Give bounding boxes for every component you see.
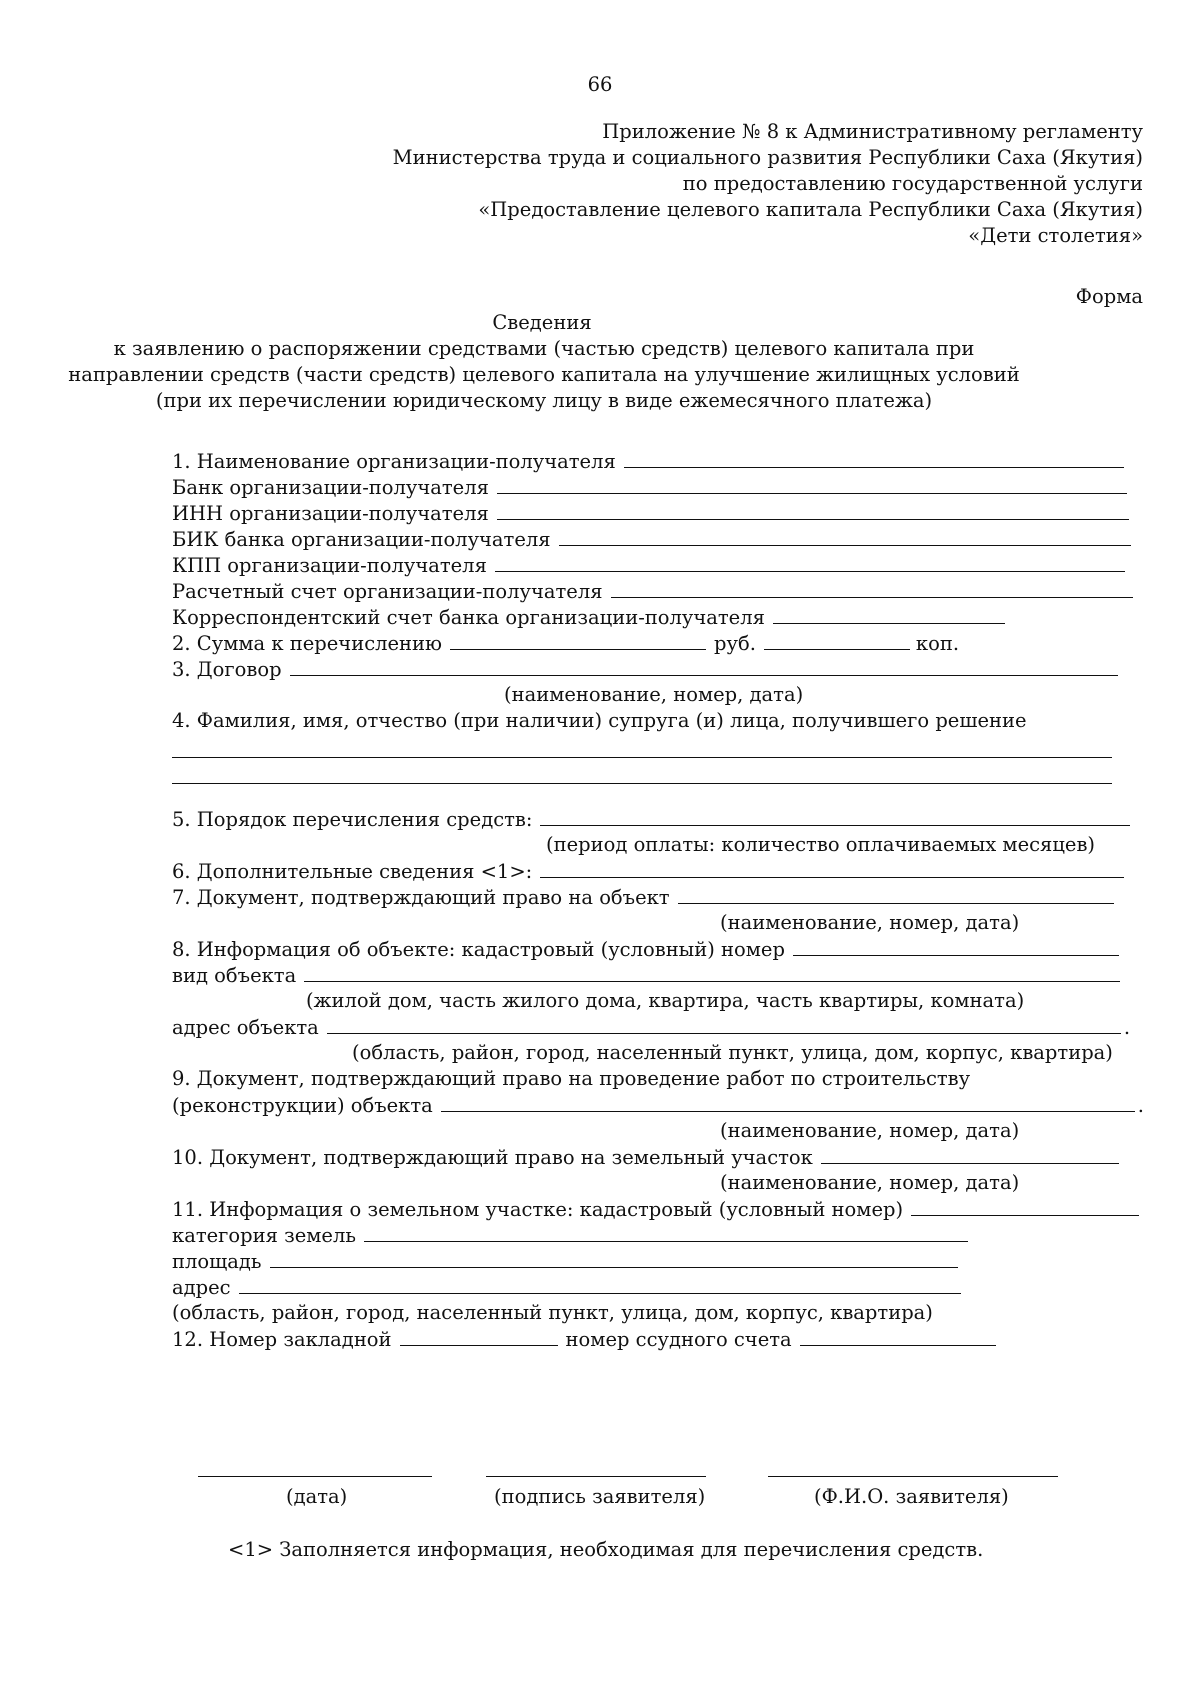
rub-label: руб. [714, 632, 756, 655]
contract-hint: (наименование, номер, дата) [504, 683, 804, 706]
contract-row [172, 656, 1132, 682]
object-type-hint: (жилой дом, часть жилого дома, квартира, часть квартиры, комната) [306, 989, 1025, 1012]
object-address-label: адрес объекта [172, 1016, 319, 1039]
bik-row [172, 526, 1132, 552]
title-line-2: направлении средств (части средств) целевого капитала на улучшение жилищных условий [68, 363, 1020, 386]
order-hint: (период оплаты: количество оплачиваемых месяцев) [546, 833, 1096, 856]
account-row [172, 578, 1132, 604]
contract-label: 3. Договор [172, 658, 282, 681]
date-caption: (дата) [286, 1485, 348, 1508]
land-info-row [172, 1196, 1132, 1222]
land-cadastral-field[interactable] [911, 1196, 1139, 1216]
kpp-field[interactable] [495, 552, 1125, 572]
order-label: 5. Порядок перечисления средств: [172, 808, 533, 831]
cadastral-number-field[interactable] [793, 936, 1119, 956]
contract-field[interactable] [290, 656, 1118, 676]
bik-label: БИК банка организации-получателя [172, 528, 551, 551]
fio-caption: (Ф.И.О. заявителя) [814, 1485, 1009, 1508]
object-address-period: . [1123, 1016, 1131, 1039]
spouse-row [172, 708, 1132, 734]
object-type-label: вид объекта [172, 964, 297, 987]
object-address-row [172, 1014, 1132, 1040]
account-label: Расчетный счет организации-получателя [172, 580, 603, 603]
form-label: Форма [1075, 285, 1143, 308]
construction-hint: (наименование, номер, дата) [720, 1119, 1020, 1142]
account-field[interactable] [611, 578, 1133, 598]
doc-right-row [172, 884, 1132, 910]
additional-row [172, 858, 1132, 884]
page-number: 66 [587, 73, 613, 96]
land-area-label: площадь [172, 1250, 262, 1273]
object-type-field[interactable] [304, 962, 1120, 982]
corr-account-field[interactable] [773, 604, 1005, 624]
land-category-row [172, 1222, 1132, 1248]
mortgage-row [172, 1326, 1132, 1352]
construction-doc-label: 9. Документ, подтверждающий право на проведение работ по строительству [172, 1067, 971, 1090]
footnote: <1> Заполняется информация, необходимая для перечисления средств. [228, 1538, 984, 1561]
date-signature-line[interactable] [198, 1476, 432, 1477]
org-name-row [172, 448, 1132, 474]
land-category-label: категория земель [172, 1224, 356, 1247]
order-field[interactable] [540, 806, 1130, 826]
sum-label: 2. Сумма к перечислению [172, 632, 443, 655]
land-address-hint: (область, район, город, населенный пункт, улица, дом, корпус, квартира) [172, 1301, 933, 1324]
corr-account-label: Корреспондентский счет банка организации-получателя [172, 606, 765, 629]
spouse-field-2[interactable] [172, 783, 1112, 784]
appendix-line-1: Приложение № 8 к Административному регламенту [602, 120, 1143, 143]
spouse-label: 4. Фамилия, имя, отчество (при наличии) супруга (и) лица, получившего решение [172, 709, 1027, 732]
land-area-field[interactable] [270, 1248, 958, 1268]
order-row [172, 806, 1132, 832]
inn-row [172, 500, 1132, 526]
loan-account-label: номер ссудного счета [565, 1328, 792, 1351]
title-line-1: к заявлению о распоряжении средствами (частью средств) целевого капитала при [113, 337, 975, 360]
bik-field[interactable] [559, 526, 1131, 546]
org-name-field[interactable] [624, 448, 1124, 468]
additional-label: 6. Дополнительные сведения <1>: [172, 860, 533, 883]
land-doc-field[interactable] [821, 1144, 1119, 1164]
fio-signature-line[interactable] [768, 1476, 1058, 1477]
sign-caption: (подпись заявителя) [494, 1485, 706, 1508]
mortgage-label: 12. Номер закладной [172, 1328, 392, 1351]
appendix-line-2: Министерства труда и социального развития Республики Саха (Якутия) [392, 146, 1143, 169]
construction-period: . [1137, 1094, 1144, 1117]
spouse-field-1[interactable] [172, 757, 1112, 758]
document-title: Сведения [492, 311, 592, 334]
land-area-row [172, 1248, 1132, 1274]
sum-row [172, 630, 1132, 656]
appendix-line-5: «Дети столетия» [968, 224, 1143, 247]
land-address-label: адрес [172, 1276, 231, 1299]
doc-right-field[interactable] [678, 884, 1114, 904]
bank-label: Банк организации-получателя [172, 476, 489, 499]
corr-account-row [172, 604, 1132, 630]
additional-field[interactable] [540, 858, 1124, 878]
mortgage-number-field[interactable] [400, 1326, 558, 1346]
land-address-field[interactable] [239, 1274, 961, 1294]
title-line-3: (при их перечислении юридическому лицу в виде ежемесячного платежа) [155, 389, 933, 412]
bank-field[interactable] [497, 474, 1127, 494]
inn-field[interactable] [497, 500, 1129, 520]
land-address-row [172, 1274, 1132, 1300]
land-category-field[interactable] [364, 1222, 968, 1242]
sign-signature-line[interactable] [486, 1476, 706, 1477]
construction-obj-label: (реконструкции) объекта [172, 1094, 433, 1117]
kpp-row [172, 552, 1132, 578]
land-doc-row [172, 1144, 1132, 1170]
inn-label: ИНН организации-получателя [172, 502, 489, 525]
kpp-label: КПП организации-получателя [172, 554, 487, 577]
doc-right-label: 7. Документ, подтверждающий право на объект [172, 886, 670, 909]
sum-kop-field[interactable] [764, 630, 910, 650]
org-name-label: 1. Наименование организации-получателя [172, 450, 616, 473]
object-address-field[interactable] [327, 1014, 1121, 1034]
bank-row [172, 474, 1132, 500]
appendix-line-4: «Предоставление целевого капитала Республики Саха (Якутия) [478, 198, 1143, 221]
land-doc-label: 10. Документ, подтверждающий право на земельный участок [172, 1146, 813, 1169]
object-type-row [172, 962, 1132, 988]
construction-doc-row [172, 1066, 1132, 1092]
sum-rub-field[interactable] [450, 630, 706, 650]
object-address-hint: (область, район, город, населенный пункт, улица, дом, корпус, квартира) [352, 1041, 1113, 1064]
loan-account-field[interactable] [800, 1326, 996, 1346]
appendix-line-3: по предоставлению государственной услуги [682, 172, 1143, 195]
construction-doc-field[interactable] [441, 1092, 1135, 1112]
land-info-label: 11. Информация о земельном участке: кадастровый (условный номер) [172, 1198, 904, 1221]
object-info-label: 8. Информация об объекте: кадастровый (условный) номер [172, 938, 785, 961]
object-info-row [172, 936, 1132, 962]
kop-label: коп. [915, 632, 960, 655]
doc-right-hint: (наименование, номер, дата) [720, 911, 1020, 934]
land-doc-hint: (наименование, номер, дата) [720, 1171, 1020, 1194]
construction-obj-row [172, 1092, 1144, 1118]
